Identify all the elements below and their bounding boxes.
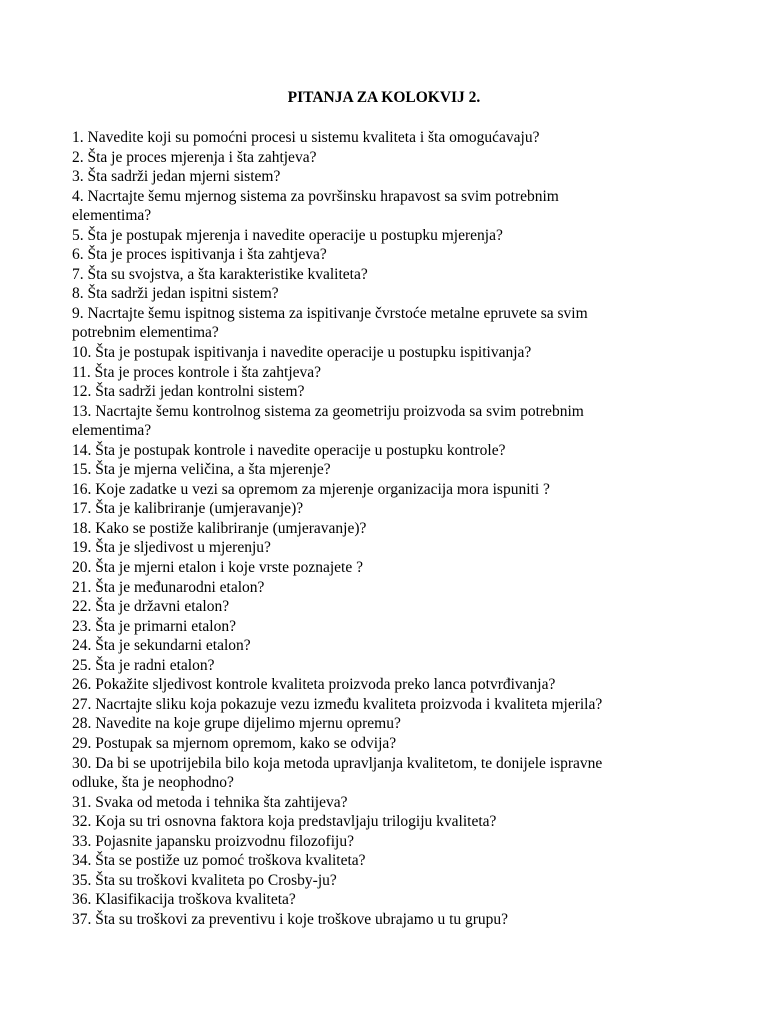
question-item bbox=[72, 695, 732, 715]
question-text: 1. Navedite koji su pomoćni procesi u sistemu kvaliteta i šta omogućavaju? bbox=[72, 129, 540, 146]
question-item bbox=[72, 890, 732, 910]
question-item bbox=[72, 265, 732, 285]
question-item bbox=[72, 460, 732, 480]
question-text: 30. Da bi se upotrijebila bilo koja metoda upravljanja kvalitetom, te donijele ispravne bbox=[72, 754, 603, 772]
question-text: 34. Šta se postiže uz pomoć troškova kvaliteta? bbox=[72, 852, 366, 870]
document-title: PITANJA ZA KOLOKVIJ 2. bbox=[287, 89, 481, 106]
question-item bbox=[72, 226, 732, 246]
question-text: 19. Šta je sljedivost u mjerenju? bbox=[72, 539, 271, 557]
question-item bbox=[72, 480, 732, 500]
question-text: 2. Šta je proces mjerenja i šta zahtjeva? bbox=[72, 148, 317, 166]
question-text: 5. Šta je postupak mjerenja i navedite operacije u postupku mjerenja? bbox=[72, 226, 503, 244]
question-item bbox=[72, 167, 732, 187]
question-text: 12. Šta sadrži jedan kontrolni sistem? bbox=[72, 383, 305, 401]
question-text: 37. Šta su troškovi za preventivu i koje troškove ubrajamo u tu grupu? bbox=[72, 910, 509, 928]
question-item bbox=[72, 148, 732, 168]
question-text: 25. Šta je radni etalon? bbox=[72, 656, 215, 674]
question-text: 20. Šta je mjerni etalon i koje vrste poznajete ? bbox=[72, 559, 363, 577]
question-text: 32. Koja su tri osnovna faktora koja predstavljaju trilogiju kvaliteta? bbox=[72, 813, 497, 831]
question-item bbox=[72, 793, 732, 813]
question-text: 11. Šta je proces kontrole i šta zahtjeva? bbox=[72, 363, 322, 381]
question-item bbox=[72, 871, 732, 891]
question-item bbox=[72, 519, 732, 539]
question-text: 29. Postupak sa mjernom opremom, kako se odvija? bbox=[72, 734, 397, 752]
question-text: potrebnim elementima? bbox=[72, 324, 219, 342]
question-text: 3. Šta sadrži jedan mjerni sistem? bbox=[72, 168, 281, 186]
question-text: 28. Navedite na koje grupe dijelimo mjernu opremu? bbox=[72, 715, 401, 733]
question-text: 14. Šta je postupak kontrole i navedite operacije u postupku kontrole? bbox=[72, 441, 506, 459]
question-text: 36. Klasifikacija troškova kvaliteta? bbox=[72, 891, 296, 909]
question-item bbox=[72, 734, 732, 754]
question-text: 15. Šta je mjerna veličina, a šta mjerenje? bbox=[72, 461, 331, 479]
question-text: 9. Nacrtajte šemu ispitnog sistema za ispitivanje čvrstoće metalne epruvete sa svim bbox=[72, 304, 588, 322]
question-item bbox=[72, 597, 732, 617]
question-text: 10. Šta je postupak ispitivanja i navedite operacije u postupku ispitivanja? bbox=[72, 344, 532, 362]
question-text: 22. Šta je državni etalon? bbox=[72, 598, 230, 616]
question-text: 26. Pokažite sljedivost kontrole kvaliteta proizvoda preko lanca potvrđivanja? bbox=[72, 676, 556, 694]
question-text: 18. Kako se postiže kalibriranje (umjeravanje)? bbox=[72, 519, 367, 537]
question-text: elementima? bbox=[72, 207, 152, 225]
question-item bbox=[72, 832, 732, 852]
question-text: 35. Šta su troškovi kvaliteta po Crosby-ju? bbox=[72, 871, 337, 889]
question-item bbox=[72, 187, 732, 226]
question-item bbox=[72, 812, 732, 832]
question-item bbox=[72, 343, 732, 363]
question-item bbox=[72, 284, 732, 304]
question-text: 17. Šta je kalibriranje (umjeravanje)? bbox=[72, 500, 304, 518]
question-list bbox=[72, 128, 732, 929]
question-text: 23. Šta je primarni etalon? bbox=[72, 617, 236, 635]
question-text: 33. Pojasnite japansku proizvodnu filozofiju? bbox=[72, 832, 354, 850]
question-item bbox=[72, 617, 732, 637]
question-item bbox=[72, 499, 732, 519]
question-item bbox=[72, 910, 732, 930]
question-item bbox=[72, 245, 732, 265]
question-item bbox=[72, 128, 732, 148]
question-item bbox=[72, 304, 732, 343]
question-item bbox=[72, 441, 732, 461]
question-item bbox=[72, 754, 732, 793]
question-text: 13. Nacrtajte šemu kontrolnog sistema za geometriju proizvoda sa svim potrebnim bbox=[72, 402, 584, 420]
question-text: 16. Koje zadatke u vezi sa opremom za mjerenje organizacija mora ispuniti ? bbox=[72, 480, 550, 498]
question-item bbox=[72, 558, 732, 578]
question-item bbox=[72, 675, 732, 695]
question-item bbox=[72, 714, 732, 734]
question-item bbox=[72, 636, 732, 656]
question-text: 24. Šta je sekundarni etalon? bbox=[72, 637, 251, 655]
question-item bbox=[72, 402, 732, 441]
question-item bbox=[72, 656, 732, 676]
question-text: 27. Nacrtajte sliku koja pokazuje vezu između kvaliteta proizvoda i kvaliteta mjerila? bbox=[72, 695, 603, 713]
question-text: 4. Nacrtajte šemu mjernog sistema za površinsku hrapavost sa svim potrebnim bbox=[72, 187, 559, 205]
question-text: odluke, šta je neophodno? bbox=[72, 774, 234, 792]
question-item bbox=[72, 851, 732, 871]
question-text: 8. Šta sadrži jedan ispitni sistem? bbox=[72, 285, 279, 303]
question-text: 21. Šta je međunarodni etalon? bbox=[72, 578, 265, 596]
question-item bbox=[72, 538, 732, 558]
question-item bbox=[72, 382, 732, 402]
question-item bbox=[72, 578, 732, 598]
question-text: 6. Šta je proces ispitivanja i šta zahtjeva? bbox=[72, 246, 327, 264]
question-text: elementima? bbox=[72, 422, 152, 440]
question-text: 7. Šta su svojstva, a šta karakteristike kvaliteta? bbox=[72, 265, 368, 283]
question-text: 31. Svaka od metoda i tehnika šta zahtijeva? bbox=[72, 793, 348, 811]
question-item bbox=[72, 363, 732, 383]
